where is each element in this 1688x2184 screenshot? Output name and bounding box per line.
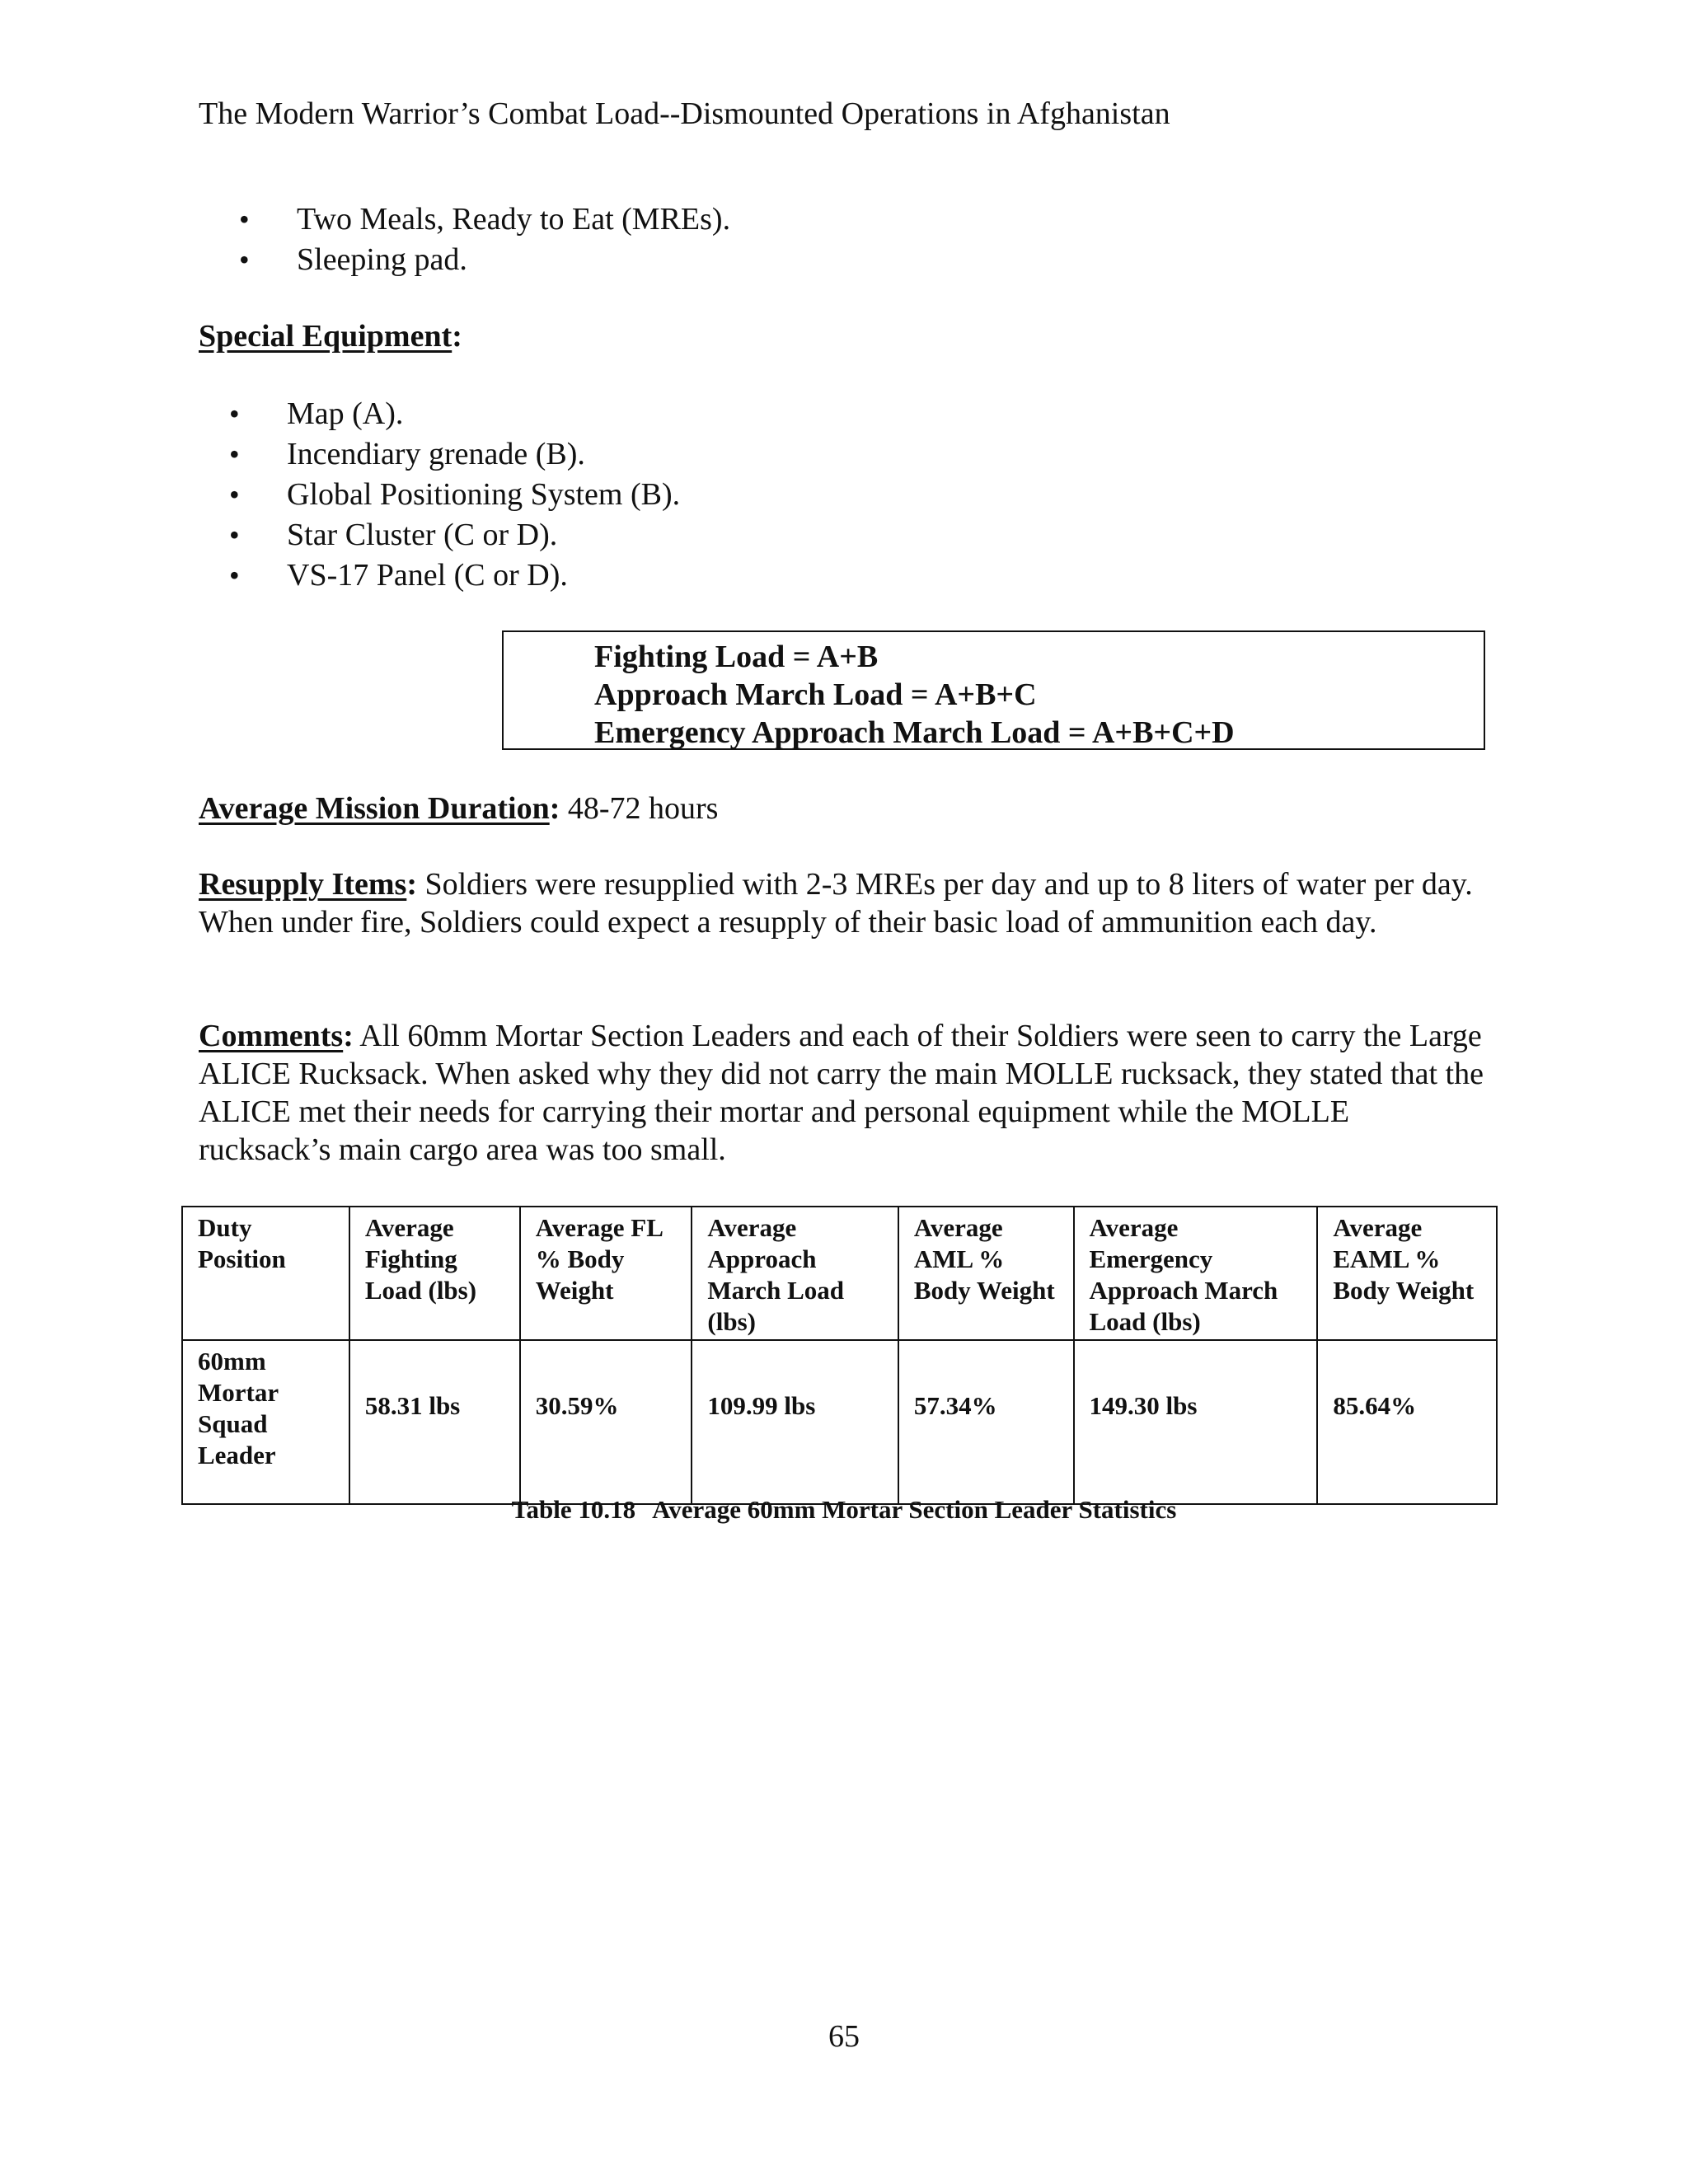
- column-header: Duty Position: [182, 1207, 349, 1340]
- bullet-icon: •: [229, 478, 240, 511]
- list-item-text: Sleeping pad.: [297, 242, 467, 277]
- column-header: Average Approach March Load (lbs): [692, 1207, 898, 1340]
- statistics-table: [181, 1206, 1498, 1505]
- column-header: Average AML % Body Weight: [898, 1207, 1074, 1340]
- resupply-text: Soldiers were resupplied with 2-3 MREs per day and up to 8 liters of water per day. When under fire, Soldiers could expect a resupply of their basic load of ammunition each day.: [199, 867, 1473, 940]
- label-colon: :: [406, 867, 417, 902]
- list-item-text: VS-17 Panel (C or D).: [287, 558, 568, 593]
- emergency-approach-march-load-definition: Emergency Approach March Load = A+B+C+D: [594, 715, 1235, 750]
- table-cell: 30.59%: [520, 1340, 692, 1504]
- list-item-text: Incendiary grenade (B).: [287, 437, 585, 471]
- table-cell: 57.34%: [898, 1340, 1074, 1504]
- list-item: [229, 394, 680, 434]
- bullet-icon: •: [239, 203, 250, 236]
- mission-duration-label: Average Mission Duration: [199, 791, 550, 826]
- resupply-label: Resupply Items: [199, 867, 407, 902]
- table-caption-text: Average 60mm Mortar Section Leader Statistics: [652, 1495, 1177, 1524]
- column-header: Average Fighting Load (lbs): [349, 1207, 520, 1340]
- list-item-text: Global Positioning System (B).: [287, 477, 681, 512]
- list-item: [229, 555, 680, 596]
- list-item: [239, 240, 730, 280]
- fighting-load-definition: Fighting Load = A+B: [594, 640, 879, 674]
- comments-text: All 60mm Mortar Section Leaders and each of their Soldiers were seen to carry the Large ALICE Rucksack. When asked why they did not carry the main MOLLE rucksack, they stated that the ALICE met their needs for carrying their mortar and personal equipment while the MOLLE rucksack’s main cargo area was too small.: [199, 1019, 1484, 1167]
- heading-colon: :: [452, 319, 462, 354]
- bullet-icon: •: [229, 518, 240, 551]
- column-header: Average EAML % Body Weight: [1317, 1207, 1497, 1340]
- list-item: [239, 199, 731, 240]
- list-item: [229, 475, 681, 515]
- load-definitions-box: [502, 630, 1485, 750]
- mission-duration-paragraph: [199, 790, 1484, 827]
- list-item-text: Star Cluster (C or D).: [287, 518, 558, 552]
- table-header-row: [182, 1207, 1497, 1340]
- bullet-icon: •: [239, 243, 250, 276]
- list-item-text: Two Meals, Ready to Eat (MREs).: [297, 202, 731, 237]
- table-row: [182, 1340, 1497, 1504]
- bullet-icon: •: [229, 438, 240, 471]
- list-item: [229, 515, 680, 555]
- page-number: 65: [828, 2019, 860, 2054]
- column-header: Average Emergency Approach March Load (lbs): [1074, 1207, 1318, 1340]
- table-cell: 85.64%: [1317, 1340, 1497, 1504]
- meals-list: [239, 199, 731, 280]
- running-header: The Modern Warrior’s Combat Load--Dismounted Operations in Afghanistan: [199, 96, 1170, 131]
- table-cell: 58.31 lbs: [349, 1340, 520, 1504]
- special-equipment-label: Special Equipment: [199, 319, 452, 354]
- load-definitions: [594, 638, 1235, 752]
- list-item: [229, 434, 680, 475]
- label-colon: :: [343, 1019, 354, 1053]
- table-caption: [0, 1494, 1688, 1525]
- table-cell: 60mm Mortar Squad Leader: [182, 1340, 349, 1504]
- special-equipment-list: [229, 394, 681, 596]
- resupply-paragraph: [199, 865, 1484, 941]
- mission-duration-value: 48-72 hours: [560, 791, 719, 826]
- column-header: Average FL % Body Weight: [520, 1207, 692, 1340]
- approach-march-load-definition: Approach March Load = A+B+C: [594, 677, 1037, 712]
- special-equipment-heading: [199, 318, 462, 356]
- table-cell: 109.99 lbs: [692, 1340, 898, 1504]
- table-caption-number: Table 10.18: [511, 1495, 636, 1524]
- label-colon: :: [549, 791, 560, 826]
- bullet-icon: •: [229, 559, 240, 592]
- table-cell: 149.30 lbs: [1074, 1340, 1318, 1504]
- comments-paragraph: [199, 1017, 1484, 1169]
- comments-label: Comments: [199, 1019, 344, 1053]
- list-item-text: Map (A).: [287, 396, 404, 431]
- bullet-icon: •: [229, 397, 240, 430]
